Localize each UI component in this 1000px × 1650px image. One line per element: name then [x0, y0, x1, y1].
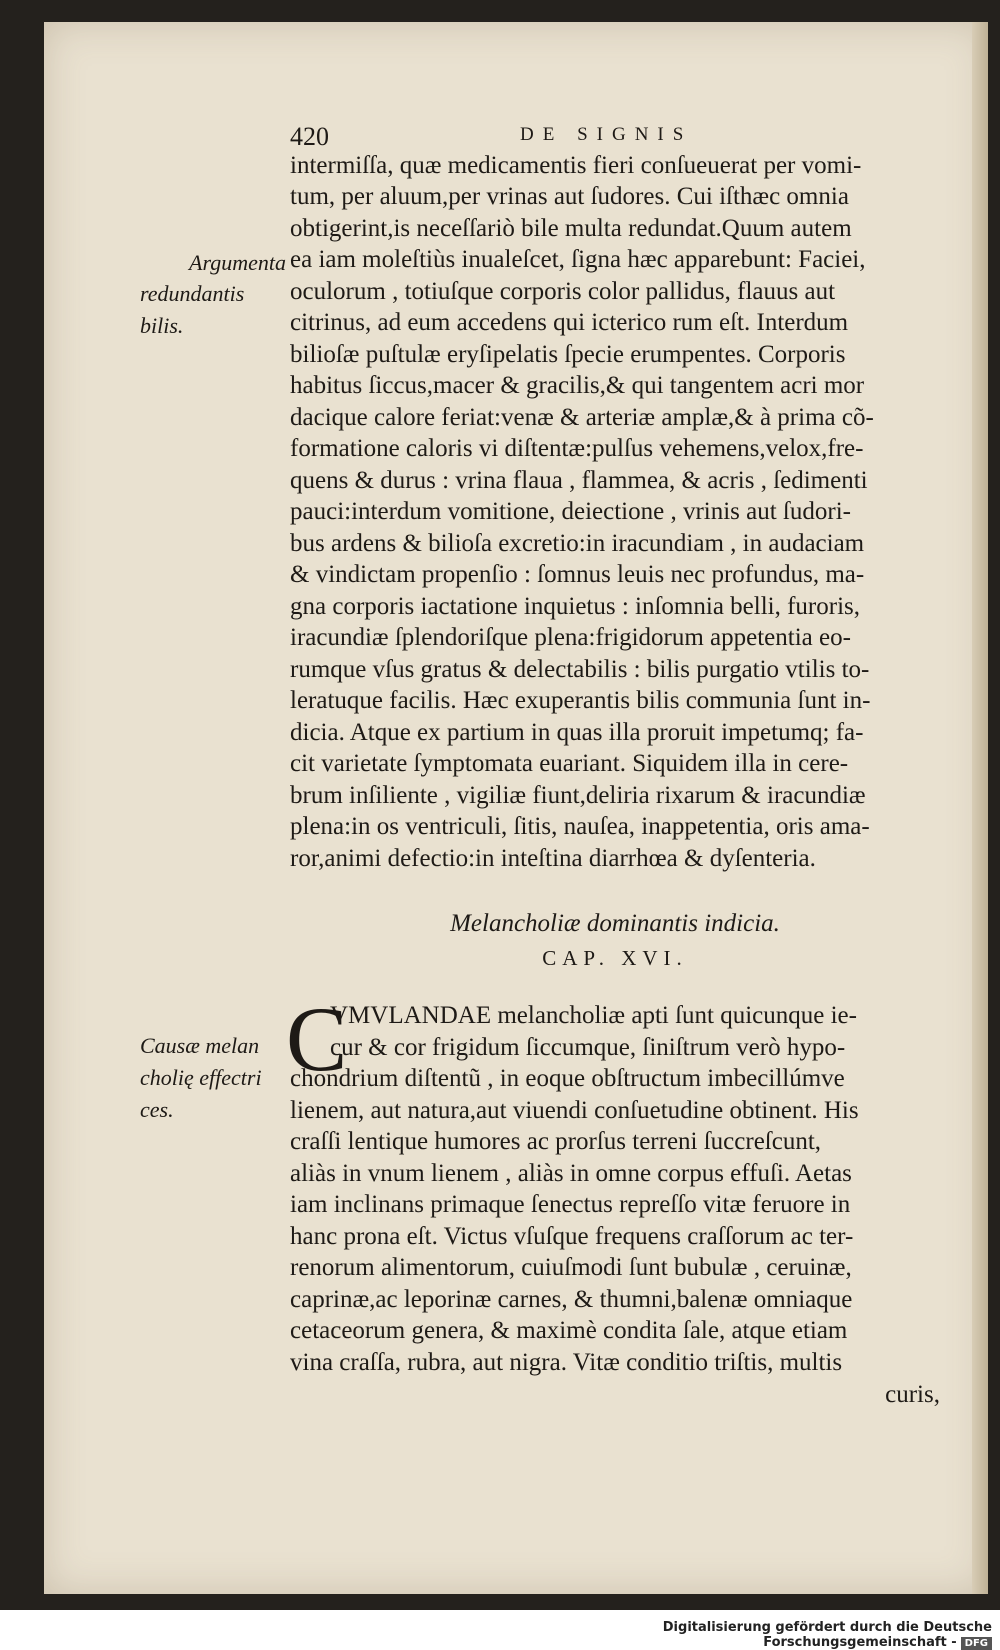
text-line: VMVLANDAE melancholiæ apti ſunt quicunque ie-: [330, 1002, 857, 1029]
margin-note-line: Argumenta: [189, 250, 286, 275]
section-subheading: Melancholiæ dominantis indicia.: [450, 910, 780, 937]
text-line: lienem, aut natura,aut viuendi conſuetudine obtinent. His: [290, 1097, 859, 1124]
margin-note-line: ces.: [140, 1097, 174, 1122]
margin-note-line: redundantis: [140, 281, 245, 306]
text-line: cit varietate ſymptomata euariant. Siquidem illa in cere-: [290, 750, 849, 777]
text-line: leratuque facilis. Hæc exuperantis bilis communia ſunt in-: [290, 687, 871, 714]
text-line: iam inclinans primaque ſenectus repreſſo vitæ feruore in: [290, 1191, 851, 1218]
text-line: intermiſſa, quæ medicamentis fieri conſueuerat per vomi-: [290, 152, 862, 179]
text-line: obtigerint,is neceſſariò bile multa redundat.Quum autem: [290, 215, 852, 242]
dfg-logo: DFG: [961, 1637, 992, 1650]
running-title: DE SIGNIS: [520, 124, 693, 145]
text-line: bilioſæ puſtulæ eryſipelatis ſpecie erumpentes. Corporis: [290, 341, 846, 368]
text-line: hanc prona eſt. Victus vſuſque frequens craſſorum ac ter-: [290, 1223, 854, 1250]
text-line: caprinæ,ac leporinæ carnes, & thumni,balenæ omniaque: [290, 1286, 853, 1313]
text-line: plena:in os ventriculi, ſitis, nauſea, inappetentia, oris ama-: [290, 813, 870, 840]
text-line: bus ardens & bilioſa excretio:in iracundiam , in audaciam: [290, 530, 865, 557]
catchword: curis,: [885, 1381, 940, 1408]
text-line: dacique calore feriat:venæ & arteriæ amplæ,& à prima cõ-: [290, 404, 874, 431]
page-number: 420: [290, 122, 329, 151]
text-line: tum, per aluum,per vrinas aut ſudores. Cui iſthæc omnia: [290, 183, 849, 210]
text-line: dicia. Atque ex partium in quas illa proruit impetumq; fa-: [290, 719, 864, 746]
text-line: oculorum , totiuſque corporis color pallidus, flauus aut: [290, 278, 836, 305]
footer-text: Digitalisierung gefördert durch die Deutsche Forschungsgemeinschaft -: [662, 1620, 992, 1650]
text-line: renorum alimentorum, cuiuſmodi ſunt bubulæ , ceruinæ,: [290, 1254, 852, 1281]
text-line: brum inſiliente , vigiliæ fiunt,deliria rixarum & iracundiæ: [290, 782, 866, 809]
text-line: chondrium diſtentũ , in eoque obſtructum imbecillúmve: [290, 1065, 845, 1092]
text-line: pauci:interdum vomitione, deiectione , vrinis aut ſudori-: [290, 498, 851, 525]
drop-initial: C: [286, 988, 348, 1090]
text-line: vina craſſa, rubra, aut nigra. Vitæ conditio triſtis, multis: [290, 1349, 843, 1376]
chapter-heading: CAP. XVI.: [542, 946, 688, 970]
text-line: cetaceorum genera, & maximè condita ſale, atque etiam: [290, 1317, 848, 1344]
text-line: iracundiæ ſplendoriſque plena:frigidorum appetentia eo-: [290, 624, 851, 651]
margin-note-line: cholię effectri: [140, 1065, 262, 1090]
digitization-footer: [600, 1620, 992, 1650]
text-line: quens & durus : vrina flaua , flammea, & acris , ſedimenti: [290, 467, 868, 494]
text-line: aliàs in vnum lienem , aliàs in omne corpus effuſi. Aetas: [290, 1160, 852, 1187]
margin-note-line: Causæ melan: [140, 1033, 260, 1058]
text-line: craſſi lentique humores ac prorſus terreni ſuccreſcunt,: [290, 1128, 822, 1155]
text-line: ea iam moleſtiùs inualeſcet, ſigna hæc apparebunt: Faciei,: [290, 246, 866, 273]
text-line: & vindictam propenſio : ſomnus leuis nec profundus, ma-: [290, 561, 865, 588]
text-line: habitus ſiccus,macer & gracilis,& qui tangentem acri mor: [290, 372, 865, 399]
page-edge: [972, 22, 988, 1594]
text-line: rumque vſus gratus & delectabilis : bilis purgatio vtilis to-: [290, 656, 870, 683]
text-line: cur & cor frigidum ſiccumque, ſiniſtrum verò hypo-: [330, 1034, 846, 1061]
text-line: ror,animi defectio:in inteſtina diarrhœa & dyſenteria.: [290, 845, 816, 872]
text-line: formatione caloris vi diſtentæ:pulſus vehemens,velox,fre-: [290, 435, 864, 462]
text-line: gna corporis iactatione inquietus : inſomnia belli, furoris,: [290, 593, 861, 620]
running-head: [290, 122, 720, 152]
margin-note-line: bilis.: [140, 313, 184, 338]
text-line: citrinus, ad eum accedens qui icterico rum eſt. Interdum: [290, 309, 849, 336]
